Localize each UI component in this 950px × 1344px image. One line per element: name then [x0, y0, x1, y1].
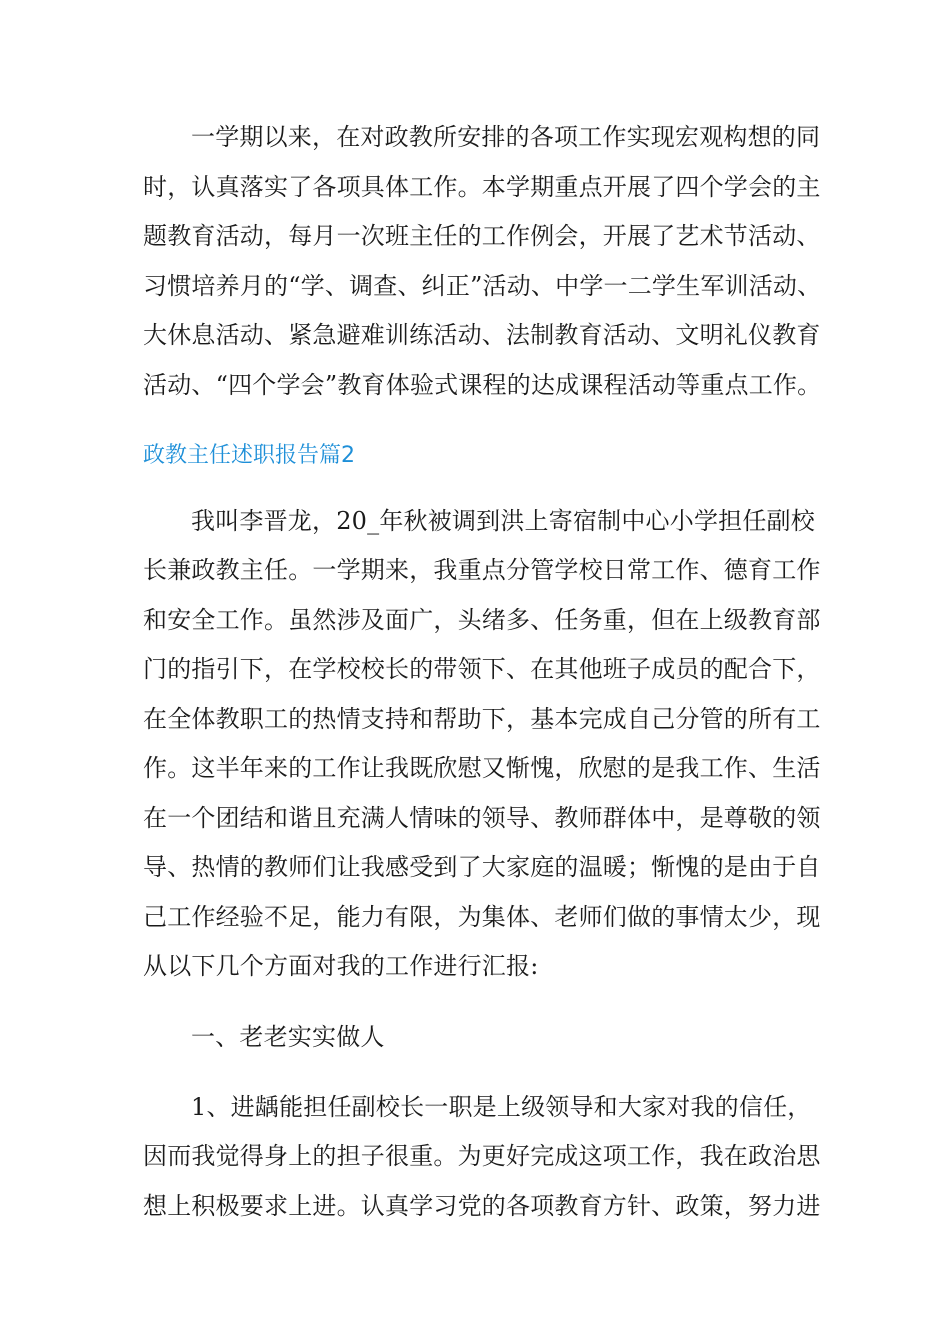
section-heading: 政教主任述职报告篇2 — [143, 443, 355, 468]
text-line: 在一个团结和谐且充满人情味的领导、教师群体中，是尊敬的领 — [143, 804, 821, 832]
text-line: 1、进龋能担任副校长一职是上级领导和大家对我的信任， — [191, 1093, 812, 1121]
text-line: 在全体教职工的热情支持和帮助下，基本完成自己分管的所有工 — [143, 705, 821, 733]
text-line: 一学期以来，在对政教所安排的各项工作实现宏观构想的同 — [191, 123, 821, 151]
text-line: 因而我觉得身上的担子很重。为更好完成这项工作，我在政治思 — [143, 1142, 821, 1170]
text-line: 导、热情的教师们让我感受到了大家庭的温暖；惭愧的是由于自 — [143, 853, 821, 881]
text-line: 习惯培养月的“学、调查、纠正”活动、中学一二学生军训活动、 — [143, 272, 822, 300]
text-line: 时，认真落实了各项具体工作。本学期重点开展了四个学会的主 — [143, 173, 821, 201]
text-line: 题教育活动，每月一次班主任的工作例会，开展了艺术节活动、 — [143, 222, 821, 250]
text-line: 大休息活动、紧急避难训练活动、法制教育活动、文明礼仪教育 — [143, 321, 821, 349]
text-line: 想上积极要求上进。认真学习党的各项教育方针、政策，努力进 — [143, 1192, 821, 1220]
section-title: 一、老老实实做人 — [191, 1023, 385, 1051]
text-line: 长兼政教主任。一学期来，我重点分管学校日常工作、德育工作 — [143, 556, 821, 584]
text-line: 活动、“四个学会”教育体验式课程的达成课程活动等重点工作。 — [143, 371, 822, 399]
text-line: 作。这半年来的工作让我既欣慰又惭愧，欣慰的是我工作、生活 — [143, 754, 821, 782]
text-line: 和安全工作。虽然涉及面广，头绪多、任务重，但在上级教育部 — [143, 606, 821, 634]
text-line: 我叫李晋龙，20_年秋被调到洪上寄宿制中心小学担任副校 — [191, 507, 815, 535]
text-line: 己工作经验不足，能力有限，为集体、老师们做的事情太少，现 — [143, 903, 821, 931]
text-line: 从以下几个方面对我的工作进行汇报: — [143, 952, 539, 980]
text-line: 门的指引下，在学校校长的带领下、在其他班子成员的配合下， — [143, 655, 821, 683]
